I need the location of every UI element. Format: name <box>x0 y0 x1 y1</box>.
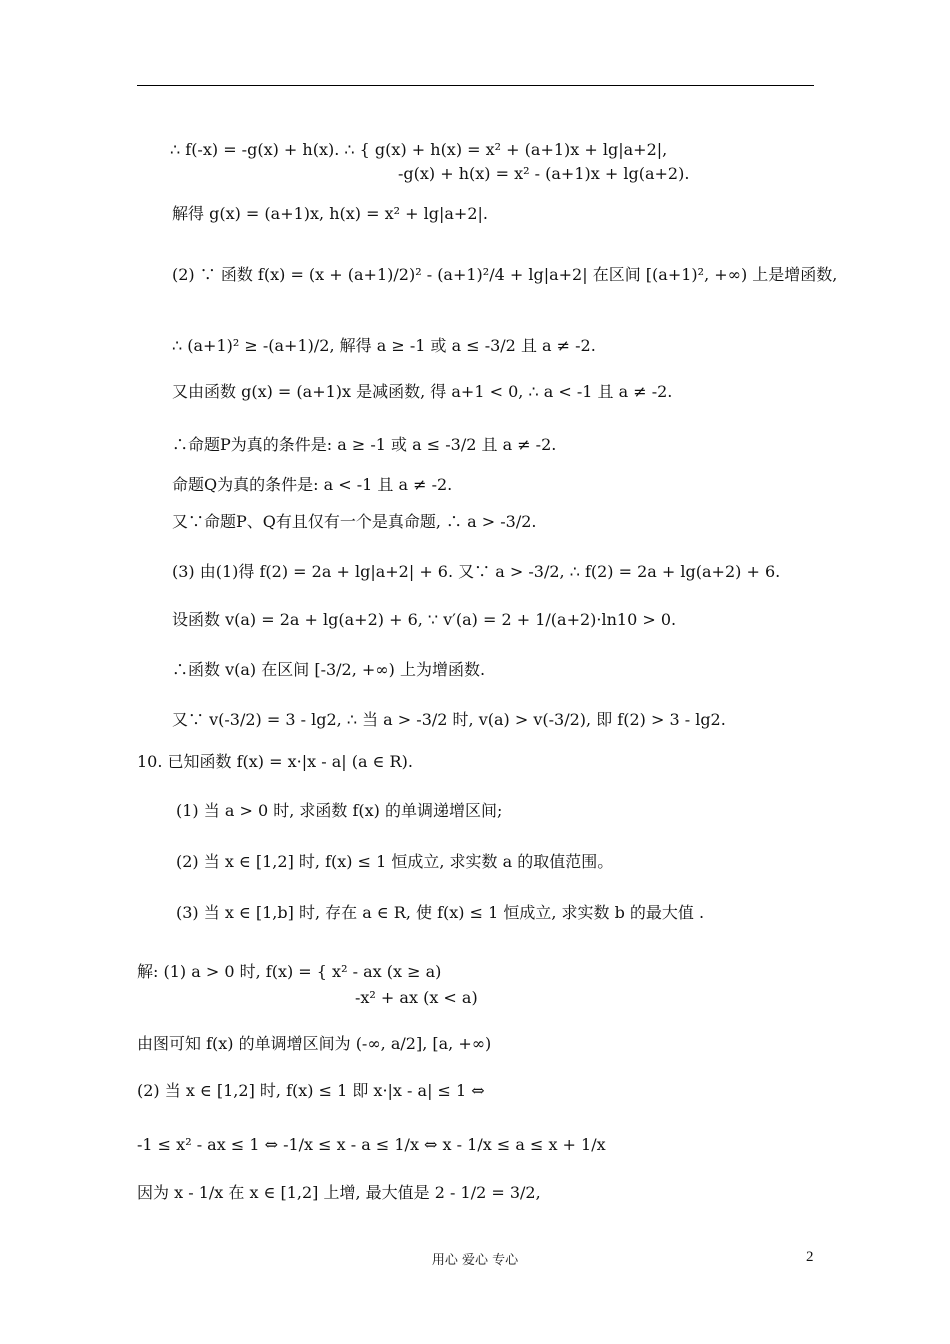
text-line: 解: (1) a > 0 时, f(x) = { x² - ax (x ≥ a) <box>137 962 442 981</box>
text-line: (3) 当 x ∈ [1,b] 时, 存在 a ∈ R, 使 f(x) ≤ 1 恒成立, 求实数 b 的最大值 . <box>176 903 705 922</box>
text-line: 又∵命题P、Q有且仅有一个是真命题, ∴ a > -3/2. <box>172 512 537 531</box>
text-line: ∴函数 v(a) 在区间 [-3/2, +∞) 上为增函数. <box>172 660 486 679</box>
text-line: -g(x) + h(x) = x² - (a+1)x + lg(a+2). <box>398 164 690 183</box>
text-line: 又由函数 g(x) = (a+1)x 是减函数, 得 a+1 < 0, ∴ a < -1 且 a ≠ -2. <box>172 382 673 401</box>
header-rule <box>137 85 814 86</box>
text-line: (3) 由(1)得 f(2) = 2a + lg|a+2| + 6. 又∵ a > -3/2, ∴ f(2) = 2a + lg(a+2) + 6. <box>172 562 781 581</box>
text-line: 命题Q为真的条件是: a < -1 且 a ≠ -2. <box>172 475 453 494</box>
text-line: 由图可知 f(x) 的单调增区间为 (-∞, a/2], [a, +∞) <box>137 1034 492 1053</box>
text-line: (2) 当 x ∈ [1,2] 时, f(x) ≤ 1 即 x·|x - a| ≤ 1 ⇔ <box>137 1081 485 1100</box>
text-line: 10. 已知函数 f(x) = x·|x - a| (a ∈ R). <box>137 752 413 771</box>
text-line: -1 ≤ x² - ax ≤ 1 ⇔ -1/x ≤ x - a ≤ 1/x ⇔ x - 1/x ≤ a ≤ x + 1/x <box>137 1135 606 1154</box>
text-line: ∴ (a+1)² ≥ -(a+1)/2, 解得 a ≥ -1 或 a ≤ -3/2 且 a ≠ -2. <box>172 336 596 355</box>
text-line: -x² + ax (x < a) <box>355 988 478 1007</box>
text-line: ∴命题P为真的条件是: a ≥ -1 或 a ≤ -3/2 且 a ≠ -2. <box>172 435 557 454</box>
text-line: 解得 g(x) = (a+1)x, h(x) = x² + lg|a+2|. <box>172 204 488 223</box>
text-line: (1) 当 a > 0 时, 求函数 f(x) 的单调递增区间; <box>176 801 503 820</box>
page-footer: 用心 爱心 专心 <box>431 1253 519 1268</box>
text-line: 因为 x - 1/x 在 x ∈ [1,2] 上增, 最大值是 2 - 1/2 = 3/2, <box>137 1183 541 1202</box>
text-line: (2) 当 x ∈ [1,2] 时, f(x) ≤ 1 恒成立, 求实数 a 的取值范围。 <box>176 852 614 871</box>
text-line: (2) ∵ 函数 f(x) = (x + (a+1)/2)² - (a+1)²/4 + lg|a+2| 在区间 [(a+1)², +∞) 上是增函数, <box>172 265 838 284</box>
text-line: 设函数 v(a) = 2a + lg(a+2) + 6, ∵ v′(a) = 2 + 1/(a+2)·ln10 > 0. <box>172 610 677 629</box>
text-line: 又∵ v(-3/2) = 3 - lg2, ∴ 当 a > -3/2 时, v(a) > v(-3/2), 即 f(2) > 3 - lg2. <box>172 710 726 729</box>
page-number: 2 <box>806 1249 814 1265</box>
text-line: ∴ f(-x) = -g(x) + h(x). ∴ { g(x) + h(x) = x² + (a+1)x + lg|a+2|, <box>170 140 668 159</box>
